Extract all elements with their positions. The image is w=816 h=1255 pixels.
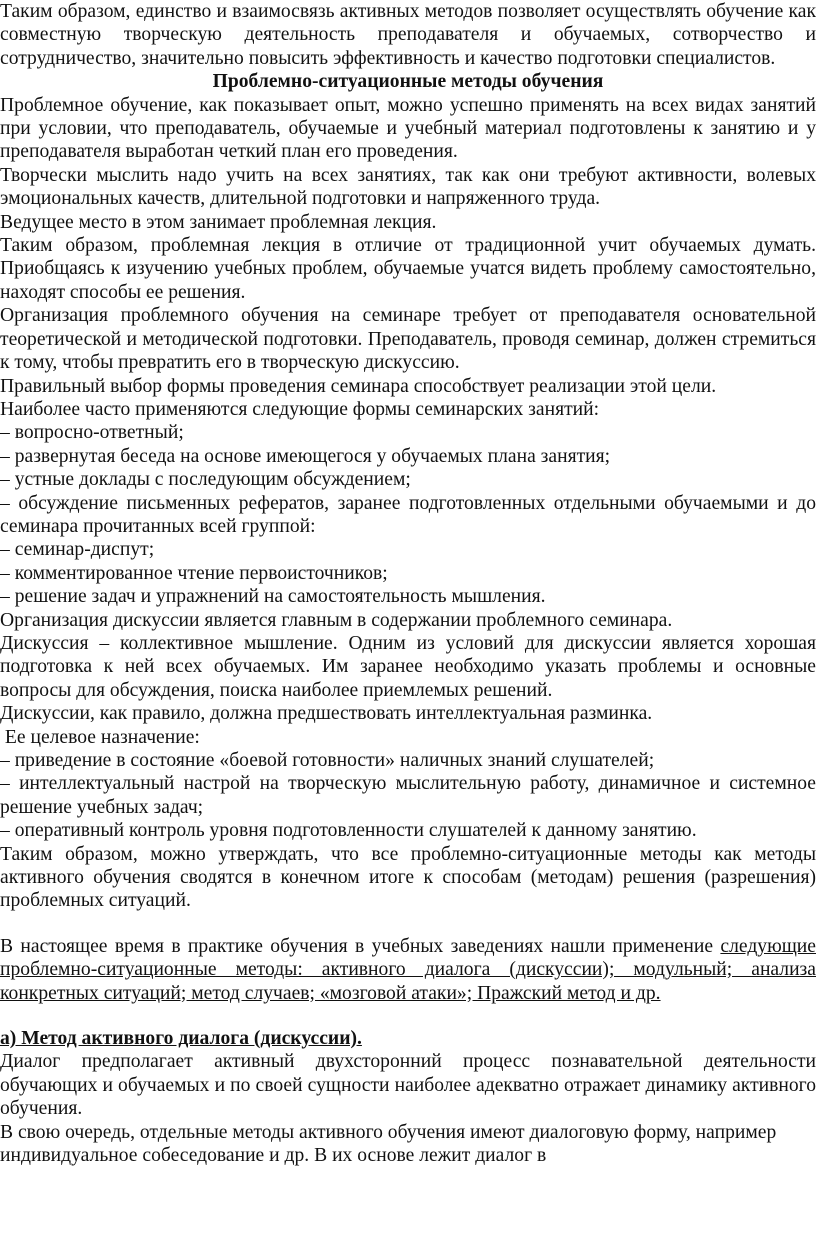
section-heading: Проблемно-ситуационные методы обучения [212, 71, 604, 93]
list-item: – вопросно-ответный; [0, 422, 184, 444]
list-item: – развернутая беседа на основе имеющегося у обучаемых плана занятия; [0, 445, 611, 467]
paragraph-seminar-forms-intro: Наиболее часто применяются следующие формы семинарских занятий: [0, 398, 600, 420]
list-item: – обсуждение письменных рефератов, заранее подготовленных отдельными обучаемыми и до семинара прочитанных всей группой: [0, 492, 816, 537]
paragraph-discussion-definition: Дискуссия – коллективное мышление. Одним из условий для дискуссии является хорошая подготовка к ней всех обучаемых. Им заранее необходимо указать проблемы и основные вопросы для обсуждения, поиска наиболее приемлемых решений. [0, 632, 816, 701]
paragraph-warmup: Дискуссии, как правило, должна предшествовать интеллектуальная разминка. [0, 703, 653, 725]
list-item: – семинар-диспут; [0, 539, 155, 561]
list-item: – оперативный контроль уровня подготовленности слушателей к данному занятию. [0, 820, 697, 842]
paragraph-dialog-forms: В свою очередь, отдельные методы активного обучения имеют диалоговую форму, например индивидуальное собеседование и др. В их основе лежит диалог в [0, 1121, 777, 1167]
paragraph-problem-lecture: Таким образом, проблемная лекция в отличие от традиционной учит обучаемых думать. Приобщаясь к изучению учебных проблем, обучаемые учатся видеть проблему самостоятельно, находят способы ее решения. [0, 235, 816, 303]
list-item: – приведение в состояние «боевой готовности» наличных знаний слушателей; [0, 750, 655, 771]
paragraph-creative-thinking: Творчески мыслить надо учить на всех занятиях, так как они требуют активности, волевых эмоциональных качеств, длительной подготовки и напряженного труда. [0, 164, 816, 210]
paragraph-methods-list [0, 935, 816, 1005]
paragraph-problem-learning: Проблемное обучение, как показывает опыт, можно успешно применять на всех видах занятий при условии, что преподаватель, обучаемые и учебный материал подготовлены к занятию и у преподавателя выработан четкий план его проведения. [0, 94, 816, 163]
paragraph-discussion-main: Организация дискуссии является главным в содержании проблемного семинара. [0, 609, 673, 631]
list-item: – решение задач и упражнений на самостоятельность мышления. [0, 586, 546, 608]
paragraph-goal-intro: Ее целевое назначение: [0, 726, 200, 748]
spacer [0, 913, 816, 935]
methods-intro-text: В настоящее время в практике обучения в учебных заведениях нашли применение [0, 935, 721, 957]
list-item: – комментированное чтение первоисточников; [0, 562, 388, 584]
paragraph-dialog: Диалог предполагает активный двухсторонний процесс познавательной деятельности обучающих и обучаемых и по своей сущности наиболее адекватно отражает динамику активного обучения. [0, 1051, 816, 1120]
list-item: – устные доклады с последующим обсуждением; [0, 469, 411, 491]
methods-underlined-text: следующие проблемно-ситуационные методы: активного диалога (дискуссии); модульный; анализа конкретных ситуаций; метод случаев; «мозговой атаки»; Пражский метод и др. [0, 935, 816, 1004]
list-item: – интеллектуальный настрой на творческую мыслительную работу, динамичное и системное решение учебных задач; [0, 773, 816, 818]
paragraph-seminar-organization: Организация проблемного обучения на семинаре требует от преподавателя основательной теоретической и методической подготовки. Преподаватель, проводя семинар, должен стремиться к тому, чтобы превратить его в творческую дискуссию. [0, 305, 816, 374]
spacer [0, 1005, 816, 1027]
paragraph-seminar-choice: Правильный выбор формы проведения семинара способствует реализации этой цели. [0, 375, 717, 397]
paragraph-intro: Таким образом, единство и взаимосвязь активных методов позволяет осуществлять обучение как совместную творческую деятельность преподавателя и обучаемых, сотворчество и сотрудничество, значительно повысить эффективность и качество подготовки специалистов. [0, 1, 816, 69]
paragraph-conclusion: Таким образом, можно утверждать, что все проблемно-ситуационные методы как методы активного обучения сводятся в конечном итоге к способам (методам) решения (разрешения) проблемных ситуаций. [0, 843, 816, 912]
subsection-heading: а) Метод активного диалога (дискуссии). [0, 1028, 362, 1050]
paragraph-leading-place: Ведущее место в этом занимает проблемная лекция. [0, 211, 437, 233]
